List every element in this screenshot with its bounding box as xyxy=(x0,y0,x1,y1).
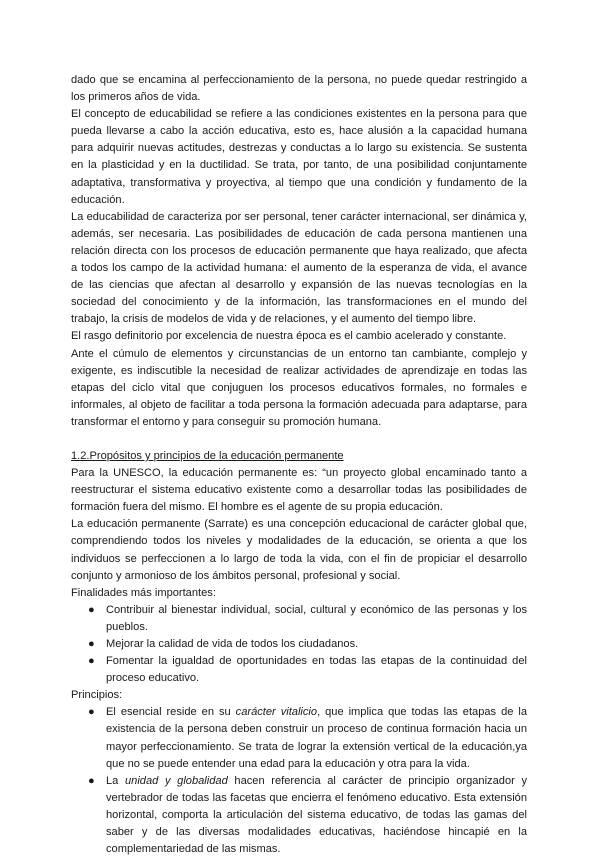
emphasis-text: unidad y globalidad xyxy=(125,774,228,787)
paragraph-rasgo-definitorio: El rasgo definitorio por excelencia de nuestra época es el cambio acelerado y constante. xyxy=(71,330,507,343)
bullet-icon: ● xyxy=(88,638,95,650)
bullet-icon: ● xyxy=(88,706,95,719)
section-heading: 1.2.Propósitos y principios de la educación permanente xyxy=(71,449,344,462)
list-item: ● Mejorar la calidad de vida de todos los ciudadanos. xyxy=(71,636,527,653)
paragraph-educabilidad-concept: El concepto de educabilidad se refiere a las condiciones existentes en la persona para que pueda llevarse a cabo la acción educativa, esto es, hace alusión a la capacidad humana para adquirir nuevas actitudes, destrezas y conductas a lo largo su existencia. Se sustenta en la plasticidad y en la ductilidad. Se trata, por tanto, de una posibilidad conjuntamente adaptativa, transformativa y proyectiva, al tiempo que una condición y fundamento de la educación. xyxy=(71,108,527,206)
paragraph-sarrate-definition: La educación permanente (Sarrate) es una concepción educacional de carácter global que, comprendiendo todos los niveles y modalidades de la educación, se orienta a que los individuos se perfeccionen a lo largo de toda la vida, con el fin de propiciar el desarrollo conjunto y armonioso de los ámbitos personal, profesional y social. xyxy=(71,518,527,582)
paragraph-aprendizaje-necesidad: Ante el cúmulo de elementos y circunstancias de un entorno tan cambiante, complejo y exigente, es indiscutible la necesidad de realizar actividades de aprendizaje en todas las etapas del ciclo vital que conjuguen los procesos educativos formales, no formales e informales, al objeto de facilitar a toda persona la formación adecuada para adaptarse, para transformar el entorno y para conseguir su promoción humana. xyxy=(71,347,527,428)
paragraph-unesco-definition: Para la UNESCO, la educación permanente es: “un proyecto global encaminado tanto a reestructurar el sistema educativo existente como a desarrollar todas las posibilidades de formación fuera del mismo. El hombre es el agente de su propia educación. xyxy=(71,467,527,514)
emphasis-text: carácter vitalicio xyxy=(235,706,318,719)
bullet-icon: ● xyxy=(88,655,95,668)
principios-list xyxy=(71,704,527,858)
bullet-icon: ● xyxy=(88,603,95,616)
list-item: ● Contribuir al bienestar individual, social, cultural y económico de las personas y los pueblos. xyxy=(88,603,527,633)
bullet-icon: ● xyxy=(88,774,95,787)
spacer xyxy=(71,431,527,448)
list-item: ● La unidad y globalidad hacen referencia al carácter de principio organizador y vertebrador de todas las facetas que encierra el fenómeno educativo. Esta extensión horizontal, comporta la articulación del sistema educativo, de todas las gamas del saber y de las diversas modalidades educativas, haciéndose hincapié en la complementariedad de las mismas. xyxy=(88,774,528,856)
finalidades-label: Finalidades más importantes: xyxy=(71,586,216,599)
list-item: ● Fomentar la igualdad de oportunidades en todas las etapas de la continuidad del proceso educativo. xyxy=(88,655,527,685)
paragraph-intro-continuation: dado que se encamina al perfeccionamiento de la persona, no puede quedar restringido a los primeros años de vida. xyxy=(71,74,527,104)
paragraph-educabilidad-traits: La educabilidad de caracteriza por ser personal, tener carácter internacional, ser dinámica y, además, ser necesaria. Las posibilidades de educación de cada persona mantienen una relación directa con los procesos de educación permanente que haya realizado, que afecta a todos los campo de la actividad humana: el aumento de la esperanza de vida, el avance de las ciencias que afectan al desarrollo y expansión de las nuevas tecnologías en la sociedad del conocimiento y de la información, las transformaciones en el mundo del trabajo, la crisis de modelos de vida y de relaciones, y el aumento del tiempo libre. xyxy=(71,210,527,326)
list-item: ● El esencial reside en su carácter vitalicio, que implica que todas las etapas de la existencia de la persona deben construir un proceso de continua formación hacia un mayor perfeccionamiento. Se trata de lograr la extensión vertical de la educación,ya que no se puede entender una edad para la educación y otra para la vida. xyxy=(88,706,528,770)
principios-label: Principios: xyxy=(71,689,123,702)
finalidades-list xyxy=(71,602,527,687)
document-page xyxy=(71,72,527,858)
